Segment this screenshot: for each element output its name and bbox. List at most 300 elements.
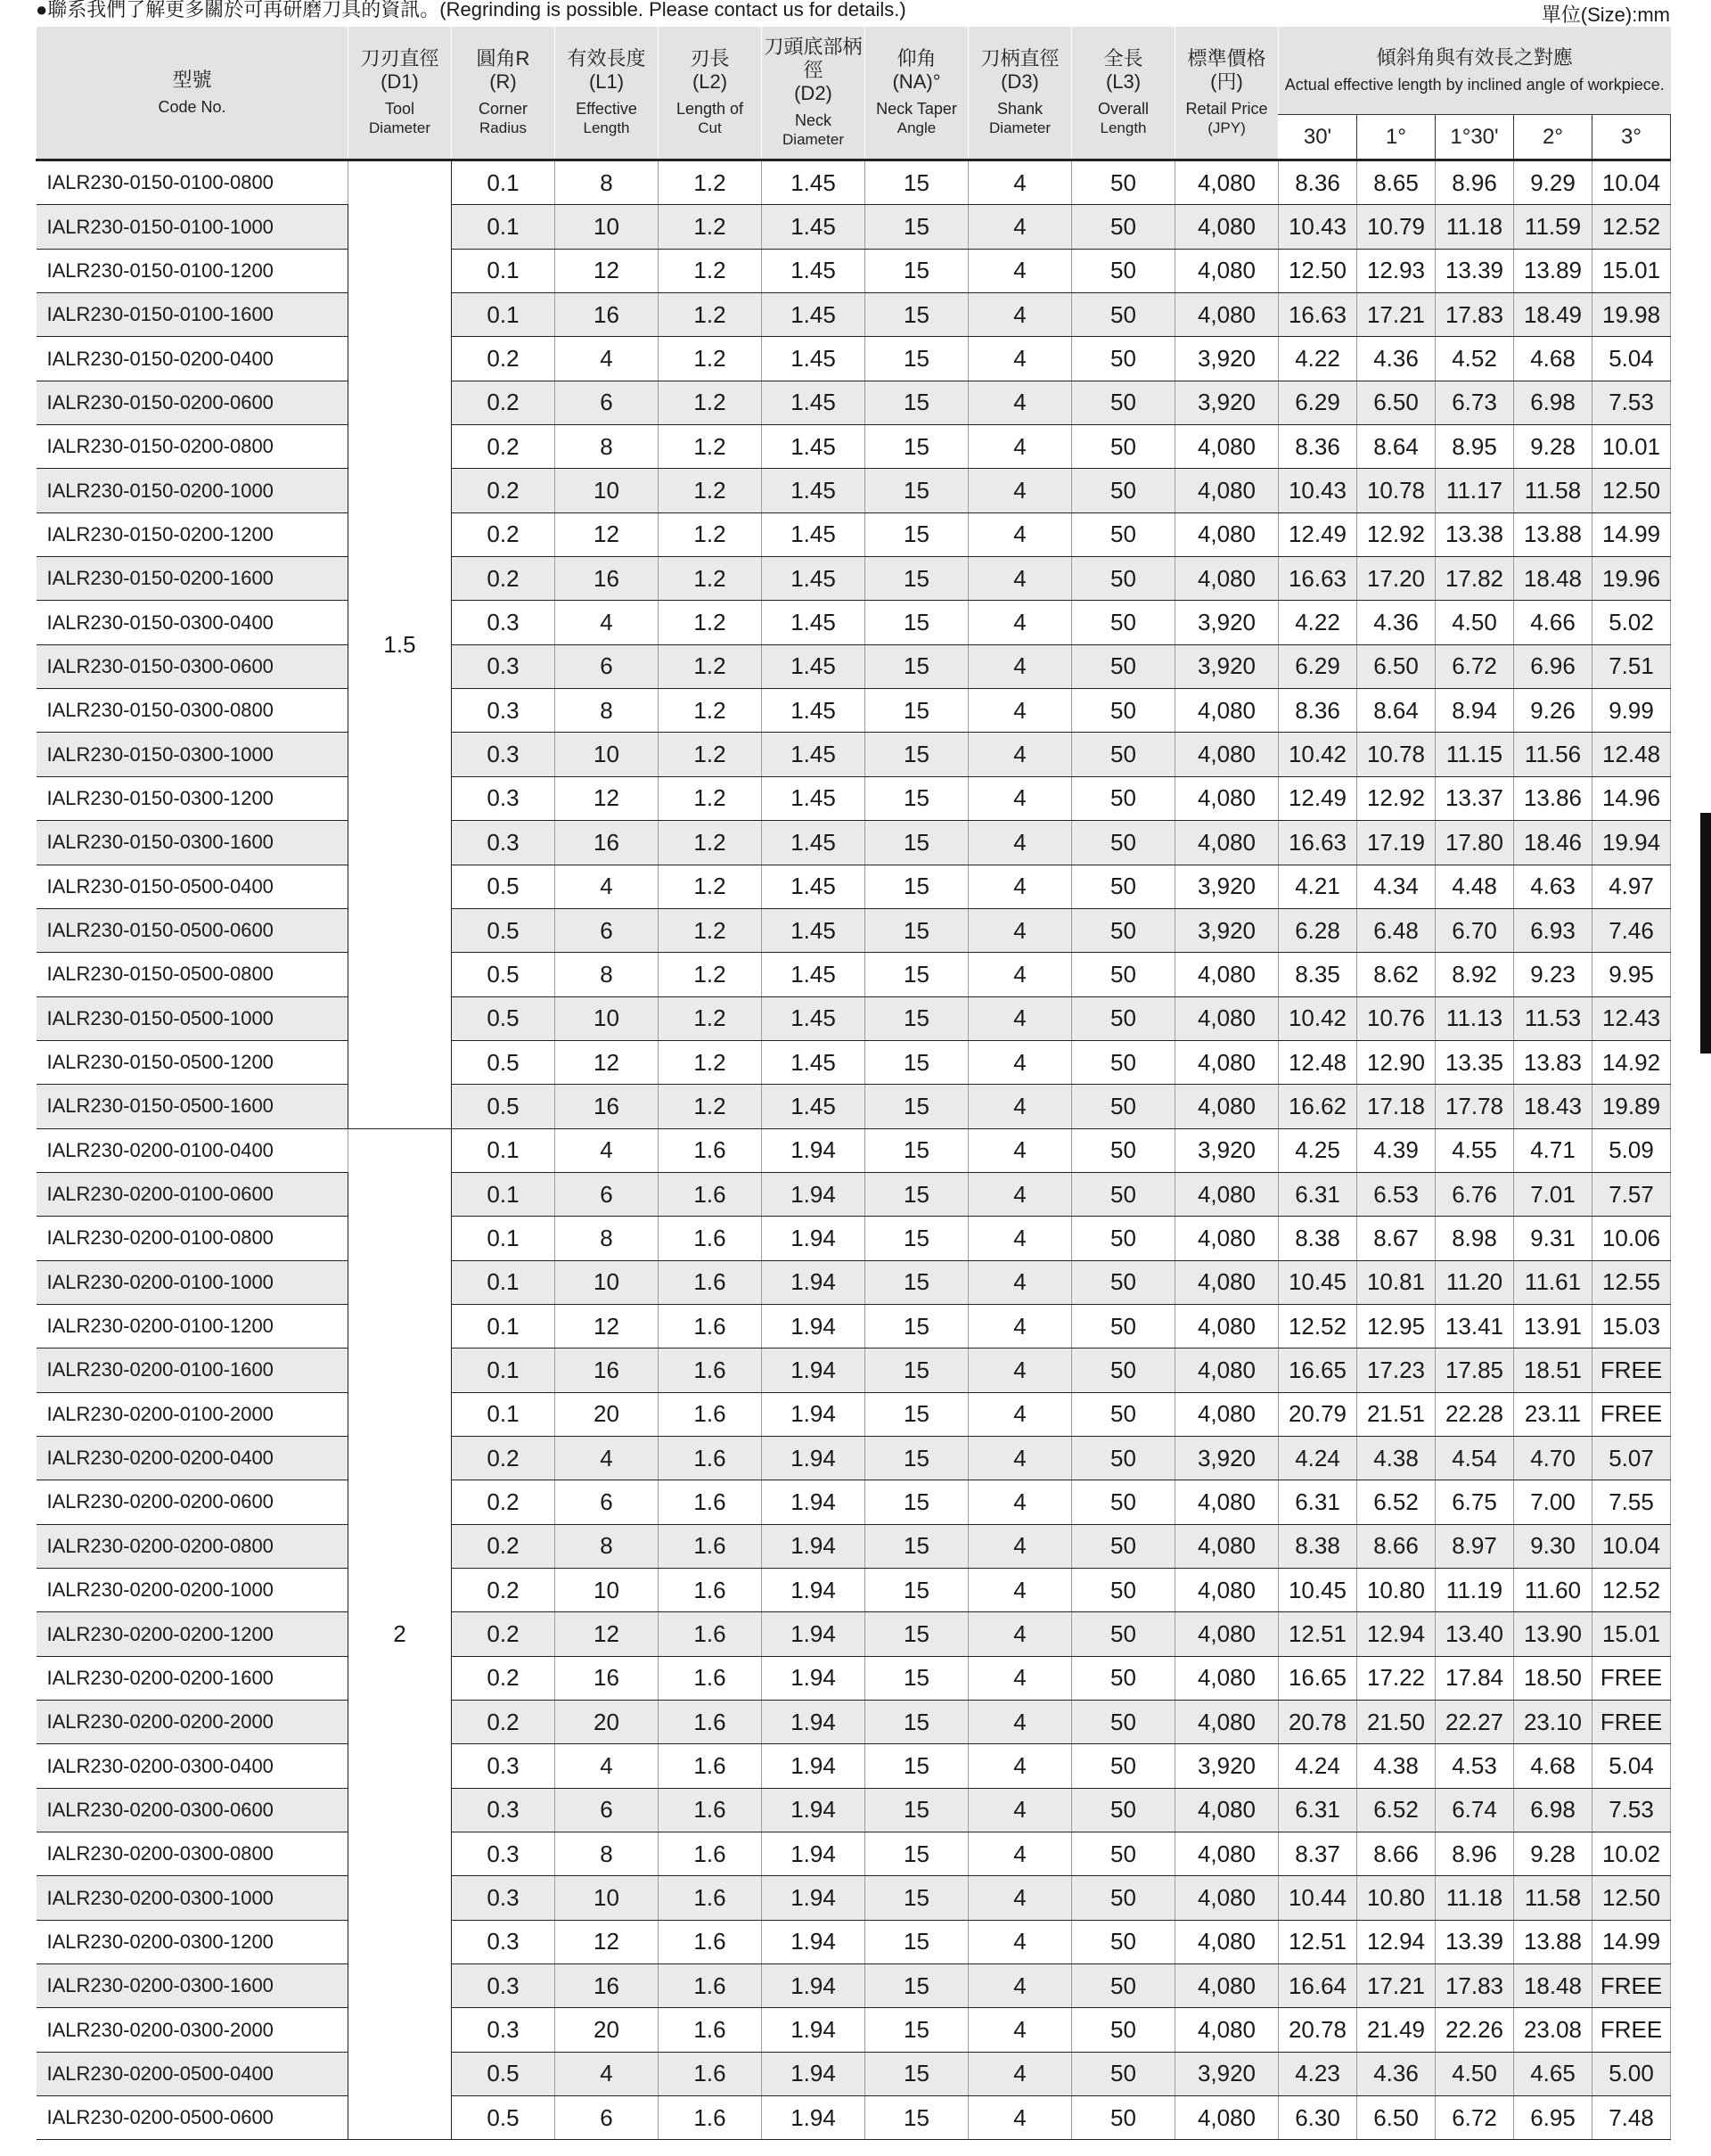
corner-radius-cell: 0.3 <box>452 689 555 733</box>
len-30min-cell: 16.65 <box>1279 1349 1357 1392</box>
table-row <box>37 1436 1671 1480</box>
len-30min-cell: 8.36 <box>1279 689 1357 733</box>
length-of-cut-cell: 1.2 <box>659 1085 762 1128</box>
neck-taper-cell: 15 <box>865 1788 969 1832</box>
length-of-cut-cell: 1.6 <box>659 2096 762 2140</box>
len-1deg30-cell: 11.18 <box>1436 1876 1514 1920</box>
overall-length-cell: 50 <box>1072 425 1175 469</box>
retail-price-cell: 4,080 <box>1175 776 1279 820</box>
len-30min-cell: 6.31 <box>1279 1172 1357 1216</box>
overall-length-cell: 50 <box>1072 2008 1175 2052</box>
corner-radius-cell: 0.2 <box>452 512 555 556</box>
len-1deg-cell: 4.38 <box>1357 1436 1436 1480</box>
len-1deg-cell: 8.65 <box>1357 160 1436 205</box>
len-3deg-cell: 12.43 <box>1592 996 1671 1040</box>
corner-radius-cell: 0.3 <box>452 1964 555 2008</box>
overall-length-cell: 50 <box>1072 1832 1175 1876</box>
overall-length-cell: 50 <box>1072 996 1175 1040</box>
len-1deg-cell: 21.51 <box>1357 1392 1436 1436</box>
len-1deg-cell: 10.80 <box>1357 1876 1436 1920</box>
length-of-cut-cell: 1.2 <box>659 425 762 469</box>
corner-radius-cell: 0.5 <box>452 908 555 952</box>
neck-diameter-cell: 1.94 <box>762 2052 865 2095</box>
corner-radius-cell: 0.1 <box>452 249 555 292</box>
code-cell: IALR230-0200-0100-0400 <box>37 1128 348 1172</box>
len-30min-cell: 20.78 <box>1279 2008 1357 2052</box>
effective-length-cell: 12 <box>555 249 659 292</box>
effective-length-cell: 12 <box>555 1040 659 1084</box>
neck-taper-cell: 15 <box>865 908 969 952</box>
code-cell: IALR230-0150-0100-1200 <box>37 249 348 292</box>
len-3deg-cell: 12.50 <box>1592 469 1671 512</box>
len-30min-cell: 10.43 <box>1279 469 1357 512</box>
len-3deg-cell: FREE <box>1592 1349 1671 1392</box>
len-3deg-cell: 14.99 <box>1592 512 1671 556</box>
len-1deg-cell: 4.36 <box>1357 2052 1436 2095</box>
len-2deg-cell: 7.00 <box>1514 1480 1592 1524</box>
len-3deg-cell: 7.55 <box>1592 1480 1671 1524</box>
effective-length-cell: 6 <box>555 1172 659 1216</box>
len-1deg-cell: 10.80 <box>1357 1569 1436 1612</box>
len-1deg30-cell: 22.26 <box>1436 2008 1514 2052</box>
shank-diameter-cell: 4 <box>969 469 1072 512</box>
neck-diameter-cell: 1.94 <box>762 1876 865 1920</box>
len-3deg-cell: 7.57 <box>1592 1172 1671 1216</box>
neck-taper-cell: 15 <box>865 557 969 601</box>
len-3deg-cell: 10.02 <box>1592 1832 1671 1876</box>
len-1deg30-cell: 22.28 <box>1436 1392 1514 1436</box>
retail-price-cell: 4,080 <box>1175 1349 1279 1392</box>
len-3deg-cell: 9.95 <box>1592 953 1671 996</box>
retail-price-cell: 4,080 <box>1175 1832 1279 1876</box>
length-of-cut-cell: 1.2 <box>659 821 762 865</box>
corner-radius-cell: 0.2 <box>452 469 555 512</box>
code-cell: IALR230-0200-0200-2000 <box>37 1701 348 1744</box>
neck-taper-cell: 15 <box>865 1304 969 1348</box>
effective-length-cell: 10 <box>555 469 659 512</box>
retail-price-cell: 4,080 <box>1175 1788 1279 1832</box>
len-1deg30-cell: 17.80 <box>1436 821 1514 865</box>
length-of-cut-cell: 1.2 <box>659 733 762 776</box>
len-1deg-cell: 10.78 <box>1357 469 1436 512</box>
header-neck-diameter: 刀頭底部柄徑 (D2) Neck Diameter <box>762 27 865 160</box>
corner-radius-cell: 0.2 <box>452 1436 555 1480</box>
neck-taper-cell: 15 <box>865 1436 969 1480</box>
length-of-cut-cell: 1.2 <box>659 160 762 205</box>
length-of-cut-cell: 1.2 <box>659 337 762 381</box>
code-cell: IALR230-0150-0100-1000 <box>37 205 348 249</box>
len-3deg-cell: 12.50 <box>1592 1876 1671 1920</box>
shank-diameter-cell: 4 <box>969 381 1072 424</box>
len-1deg30-cell: 8.92 <box>1436 953 1514 996</box>
len-2deg-cell: 9.29 <box>1514 160 1592 205</box>
overall-length-cell: 50 <box>1072 1964 1175 2008</box>
len-1deg-cell: 6.48 <box>1357 908 1436 952</box>
neck-taper-cell: 15 <box>865 821 969 865</box>
len-1deg30-cell: 6.75 <box>1436 1480 1514 1524</box>
retail-price-cell: 4,080 <box>1175 1085 1279 1128</box>
len-30min-cell: 4.25 <box>1279 1128 1357 1172</box>
len-3deg-cell: 19.94 <box>1592 821 1671 865</box>
len-1deg-cell: 4.36 <box>1357 337 1436 381</box>
neck-diameter-cell: 1.45 <box>762 293 865 337</box>
neck-taper-cell: 15 <box>865 1392 969 1436</box>
neck-taper-cell: 15 <box>865 1964 969 2008</box>
table-row <box>37 1656 1671 1700</box>
corner-radius-cell: 0.1 <box>452 160 555 205</box>
effective-length-cell: 20 <box>555 2008 659 2052</box>
retail-price-cell: 3,920 <box>1175 865 1279 908</box>
len-2deg-cell: 11.56 <box>1514 733 1592 776</box>
length-of-cut-cell: 1.6 <box>659 1964 762 2008</box>
code-cell: IALR230-0150-0300-1000 <box>37 733 348 776</box>
neck-taper-cell: 15 <box>865 1656 969 1700</box>
len-3deg-cell: 19.96 <box>1592 557 1671 601</box>
retail-price-cell: 4,080 <box>1175 160 1279 205</box>
len-3deg-cell: 5.00 <box>1592 2052 1671 2095</box>
len-2deg-cell: 4.65 <box>1514 2052 1592 2095</box>
len-1deg30-cell: 13.39 <box>1436 1920 1514 1963</box>
len-30min-cell: 16.62 <box>1279 1085 1357 1128</box>
table-row <box>37 1612 1671 1656</box>
table-row <box>37 249 1671 292</box>
effective-length-cell: 8 <box>555 1217 659 1260</box>
len-3deg-cell: 5.09 <box>1592 1128 1671 1172</box>
neck-diameter-cell: 1.94 <box>762 1701 865 1744</box>
len-2deg-cell: 18.46 <box>1514 821 1592 865</box>
len-1deg-cell: 12.94 <box>1357 1920 1436 1963</box>
corner-radius-cell: 0.1 <box>452 1172 555 1216</box>
retail-price-cell: 4,080 <box>1175 469 1279 512</box>
len-1deg-cell: 6.50 <box>1357 381 1436 424</box>
len-1deg30-cell: 4.53 <box>1436 1744 1514 1788</box>
len-1deg30-cell: 8.96 <box>1436 1832 1514 1876</box>
retail-price-cell: 4,080 <box>1175 1040 1279 1084</box>
len-3deg-cell: 19.89 <box>1592 1085 1671 1128</box>
corner-radius-cell: 0.5 <box>452 2096 555 2140</box>
neck-diameter-cell: 1.94 <box>762 1480 865 1524</box>
len-1deg30-cell: 11.15 <box>1436 733 1514 776</box>
table-row <box>37 293 1671 337</box>
tool-diameter-cell: 1.5 <box>348 160 452 1129</box>
effective-length-cell: 8 <box>555 1832 659 1876</box>
retail-price-cell: 3,920 <box>1175 1436 1279 1480</box>
len-1deg30-cell: 22.27 <box>1436 1701 1514 1744</box>
len-2deg-cell: 11.61 <box>1514 1260 1592 1304</box>
neck-diameter-cell: 1.94 <box>762 1349 865 1392</box>
spec-table <box>36 27 1671 2140</box>
shank-diameter-cell: 4 <box>969 2052 1072 2095</box>
len-30min-cell: 12.48 <box>1279 1040 1357 1084</box>
effective-length-cell: 4 <box>555 1128 659 1172</box>
len-2deg-cell: 4.70 <box>1514 1436 1592 1480</box>
retail-price-cell: 3,920 <box>1175 601 1279 644</box>
neck-diameter-cell: 1.94 <box>762 1744 865 1788</box>
shank-diameter-cell: 4 <box>969 908 1072 952</box>
shank-diameter-cell: 4 <box>969 1436 1072 1480</box>
retail-price-cell: 4,080 <box>1175 557 1279 601</box>
retail-price-cell: 4,080 <box>1175 1172 1279 1216</box>
neck-taper-cell: 15 <box>865 1744 969 1788</box>
len-3deg-cell: 5.04 <box>1592 337 1671 381</box>
len-1deg-cell: 17.22 <box>1357 1656 1436 1700</box>
corner-radius-cell: 0.1 <box>452 1392 555 1436</box>
code-cell: IALR230-0200-0500-0600 <box>37 2096 348 2140</box>
effective-length-cell: 10 <box>555 1569 659 1612</box>
code-cell: IALR230-0150-0500-1000 <box>37 996 348 1040</box>
len-1deg-cell: 4.39 <box>1357 1128 1436 1172</box>
len-1deg-cell: 12.95 <box>1357 1304 1436 1348</box>
neck-taper-cell: 15 <box>865 644 969 688</box>
shank-diameter-cell: 4 <box>969 1964 1072 2008</box>
len-30min-cell: 8.37 <box>1279 1832 1357 1876</box>
effective-length-cell: 16 <box>555 1656 659 1700</box>
retail-price-cell: 4,080 <box>1175 205 1279 249</box>
retail-price-cell: 4,080 <box>1175 953 1279 996</box>
len-2deg-cell: 11.60 <box>1514 1569 1592 1612</box>
header-tool-diameter: 刀刃直徑 (D1) Tool Diameter <box>348 27 452 160</box>
shank-diameter-cell: 4 <box>969 953 1072 996</box>
shank-diameter-cell: 4 <box>969 512 1072 556</box>
len-30min-cell: 12.51 <box>1279 1612 1357 1656</box>
len-2deg-cell: 18.43 <box>1514 1085 1592 1128</box>
table-row <box>37 381 1671 424</box>
retail-price-cell: 3,920 <box>1175 2052 1279 2095</box>
retail-price-cell: 3,920 <box>1175 381 1279 424</box>
neck-taper-cell: 15 <box>865 1217 969 1260</box>
retail-price-cell: 4,080 <box>1175 1392 1279 1436</box>
neck-taper-cell: 15 <box>865 865 969 908</box>
table-row <box>37 1744 1671 1788</box>
overall-length-cell: 50 <box>1072 1920 1175 1963</box>
neck-diameter-cell: 1.94 <box>762 1832 865 1876</box>
len-3deg-cell: 7.48 <box>1592 2096 1671 2140</box>
len-1deg30-cell: 4.55 <box>1436 1128 1514 1172</box>
len-1deg-cell: 4.38 <box>1357 1744 1436 1788</box>
corner-radius-cell: 0.3 <box>452 1920 555 1963</box>
length-of-cut-cell: 1.6 <box>659 1569 762 1612</box>
len-3deg-cell: 12.52 <box>1592 205 1671 249</box>
length-of-cut-cell: 1.2 <box>659 249 762 292</box>
len-30min-cell: 10.43 <box>1279 205 1357 249</box>
shank-diameter-cell: 4 <box>969 1128 1072 1172</box>
len-30min-cell: 16.65 <box>1279 1656 1357 1700</box>
neck-diameter-cell: 1.94 <box>762 1656 865 1700</box>
overall-length-cell: 50 <box>1072 865 1175 908</box>
table-row <box>37 1172 1671 1216</box>
code-cell: IALR230-0150-0200-0600 <box>37 381 348 424</box>
overall-length-cell: 50 <box>1072 1701 1175 1744</box>
retail-price-cell: 4,080 <box>1175 1656 1279 1700</box>
overall-length-cell: 50 <box>1072 644 1175 688</box>
neck-diameter-cell: 1.94 <box>762 1569 865 1612</box>
code-cell: IALR230-0200-0300-0800 <box>37 1832 348 1876</box>
corner-radius-cell: 0.3 <box>452 1832 555 1876</box>
corner-radius-cell: 0.3 <box>452 733 555 776</box>
effective-length-cell: 10 <box>555 996 659 1040</box>
len-2deg-cell: 4.71 <box>1514 1128 1592 1172</box>
retail-price-cell: 3,920 <box>1175 1744 1279 1788</box>
overall-length-cell: 50 <box>1072 689 1175 733</box>
effective-length-cell: 4 <box>555 601 659 644</box>
header-overall-length: 全長 (L3) Overall Length <box>1072 27 1175 160</box>
corner-radius-cell: 0.1 <box>452 205 555 249</box>
length-of-cut-cell: 1.2 <box>659 996 762 1040</box>
retail-price-cell: 3,920 <box>1175 908 1279 952</box>
overall-length-cell: 50 <box>1072 1349 1175 1392</box>
len-3deg-cell: FREE <box>1592 1656 1671 1700</box>
len-30min-cell: 6.30 <box>1279 2096 1357 2140</box>
len-30min-cell: 6.29 <box>1279 644 1357 688</box>
neck-diameter-cell: 1.45 <box>762 249 865 292</box>
corner-radius-cell: 0.3 <box>452 1744 555 1788</box>
neck-diameter-cell: 1.94 <box>762 1920 865 1963</box>
effective-length-cell: 12 <box>555 1304 659 1348</box>
neck-taper-cell: 15 <box>865 249 969 292</box>
effective-length-cell: 10 <box>555 1260 659 1304</box>
len-2deg-cell: 4.66 <box>1514 601 1592 644</box>
len-30min-cell: 10.44 <box>1279 1876 1357 1920</box>
overall-length-cell: 50 <box>1072 1260 1175 1304</box>
table-row <box>37 1480 1671 1524</box>
shank-diameter-cell: 4 <box>969 1569 1072 1612</box>
neck-diameter-cell: 1.45 <box>762 1085 865 1128</box>
len-3deg-cell: 10.04 <box>1592 160 1671 205</box>
overall-length-cell: 50 <box>1072 337 1175 381</box>
table-row <box>37 1876 1671 1920</box>
code-cell: IALR230-0150-0300-0400 <box>37 601 348 644</box>
length-of-cut-cell: 1.6 <box>659 1128 762 1172</box>
length-of-cut-cell: 1.6 <box>659 1832 762 1876</box>
overall-length-cell: 50 <box>1072 469 1175 512</box>
shank-diameter-cell: 4 <box>969 1260 1072 1304</box>
overall-length-cell: 50 <box>1072 1304 1175 1348</box>
overall-length-cell: 50 <box>1072 1744 1175 1788</box>
len-3deg-cell: 10.01 <box>1592 425 1671 469</box>
retail-price-cell: 3,920 <box>1175 337 1279 381</box>
len-1deg-cell: 6.50 <box>1357 644 1436 688</box>
length-of-cut-cell: 1.6 <box>659 2008 762 2052</box>
len-1deg-cell: 6.50 <box>1357 2096 1436 2140</box>
len-30min-cell: 8.35 <box>1279 953 1357 996</box>
shank-diameter-cell: 4 <box>969 821 1072 865</box>
shank-diameter-cell: 4 <box>969 1480 1072 1524</box>
len-30min-cell: 10.45 <box>1279 1569 1357 1612</box>
len-3deg-cell: 19.98 <box>1592 293 1671 337</box>
corner-radius-cell: 0.3 <box>452 601 555 644</box>
len-30min-cell: 16.63 <box>1279 557 1357 601</box>
effective-length-cell: 12 <box>555 512 659 556</box>
code-cell: IALR230-0150-0500-1200 <box>37 1040 348 1084</box>
code-cell: IALR230-0150-0300-1600 <box>37 821 348 865</box>
table-row <box>37 1788 1671 1832</box>
len-1deg-cell: 8.64 <box>1357 425 1436 469</box>
len-1deg-cell: 10.76 <box>1357 996 1436 1040</box>
effective-length-cell: 8 <box>555 425 659 469</box>
table-row <box>37 1524 1671 1568</box>
neck-taper-cell: 15 <box>865 469 969 512</box>
len-30min-cell: 8.36 <box>1279 425 1357 469</box>
table-row <box>37 733 1671 776</box>
shank-diameter-cell: 4 <box>969 1392 1072 1436</box>
shank-diameter-cell: 4 <box>969 1040 1072 1084</box>
neck-taper-cell: 15 <box>865 2052 969 2095</box>
overall-length-cell: 50 <box>1072 1524 1175 1568</box>
retail-price-cell: 4,080 <box>1175 1612 1279 1656</box>
len-3deg-cell: FREE <box>1592 1392 1671 1436</box>
shank-diameter-cell: 4 <box>969 1172 1072 1216</box>
code-cell: IALR230-0150-0300-0600 <box>37 644 348 688</box>
neck-diameter-cell: 1.94 <box>762 1304 865 1348</box>
overall-length-cell: 50 <box>1072 908 1175 952</box>
neck-taper-cell: 15 <box>865 381 969 424</box>
overall-length-cell: 50 <box>1072 512 1175 556</box>
effective-length-cell: 6 <box>555 1480 659 1524</box>
header-code: 型號 Code No. <box>37 27 348 160</box>
length-of-cut-cell: 1.2 <box>659 776 762 820</box>
code-cell: IALR230-0200-0200-1200 <box>37 1612 348 1656</box>
table-row <box>37 1128 1671 1172</box>
length-of-cut-cell: 1.6 <box>659 1436 762 1480</box>
effective-length-cell: 8 <box>555 953 659 996</box>
retail-price-cell: 4,080 <box>1175 1304 1279 1348</box>
neck-diameter-cell: 1.45 <box>762 1040 865 1084</box>
neck-diameter-cell: 1.45 <box>762 953 865 996</box>
len-1deg30-cell: 4.50 <box>1436 2052 1514 2095</box>
shank-diameter-cell: 4 <box>969 205 1072 249</box>
retail-price-cell: 4,080 <box>1175 689 1279 733</box>
effective-length-cell: 12 <box>555 776 659 820</box>
len-3deg-cell: 15.01 <box>1592 1612 1671 1656</box>
len-1deg-cell: 17.21 <box>1357 1964 1436 2008</box>
corner-radius-cell: 0.3 <box>452 776 555 820</box>
header-length-of-cut: 刃長 (L2) Length of Cut <box>659 27 762 160</box>
corner-radius-cell: 0.5 <box>452 2052 555 2095</box>
header-angle-1deg30: 1°30' <box>1436 115 1514 160</box>
len-1deg30-cell: 17.85 <box>1436 1349 1514 1392</box>
len-30min-cell: 20.79 <box>1279 1392 1357 1436</box>
table-row <box>37 601 1671 644</box>
len-3deg-cell: 14.96 <box>1592 776 1671 820</box>
header-angle-2deg: 2° <box>1514 115 1592 160</box>
effective-length-cell: 16 <box>555 1085 659 1128</box>
corner-radius-cell: 0.2 <box>452 337 555 381</box>
len-3deg-cell: 7.51 <box>1592 644 1671 688</box>
corner-radius-cell: 0.2 <box>452 1701 555 1744</box>
corner-radius-cell: 0.3 <box>452 644 555 688</box>
header-shank-diameter: 刀柄直徑 (D3) Shank Diameter <box>969 27 1072 160</box>
len-1deg-cell: 6.52 <box>1357 1480 1436 1524</box>
corner-radius-cell: 0.1 <box>452 1349 555 1392</box>
len-30min-cell: 20.78 <box>1279 1701 1357 1744</box>
neck-diameter-cell: 1.94 <box>762 1217 865 1260</box>
len-1deg-cell: 6.53 <box>1357 1172 1436 1216</box>
retail-price-cell: 4,080 <box>1175 996 1279 1040</box>
neck-taper-cell: 15 <box>865 160 969 205</box>
len-1deg30-cell: 11.18 <box>1436 205 1514 249</box>
len-3deg-cell: FREE <box>1592 1701 1671 1744</box>
table-row <box>37 908 1671 952</box>
table-row <box>37 337 1671 381</box>
code-cell: IALR230-0150-0500-0400 <box>37 865 348 908</box>
len-2deg-cell: 6.98 <box>1514 1788 1592 1832</box>
retail-price-cell: 4,080 <box>1175 249 1279 292</box>
shank-diameter-cell: 4 <box>969 425 1072 469</box>
code-cell: IALR230-0200-0200-1000 <box>37 1569 348 1612</box>
effective-length-cell: 10 <box>555 733 659 776</box>
corner-radius-cell: 0.3 <box>452 1876 555 1920</box>
corner-radius-cell: 0.2 <box>452 557 555 601</box>
